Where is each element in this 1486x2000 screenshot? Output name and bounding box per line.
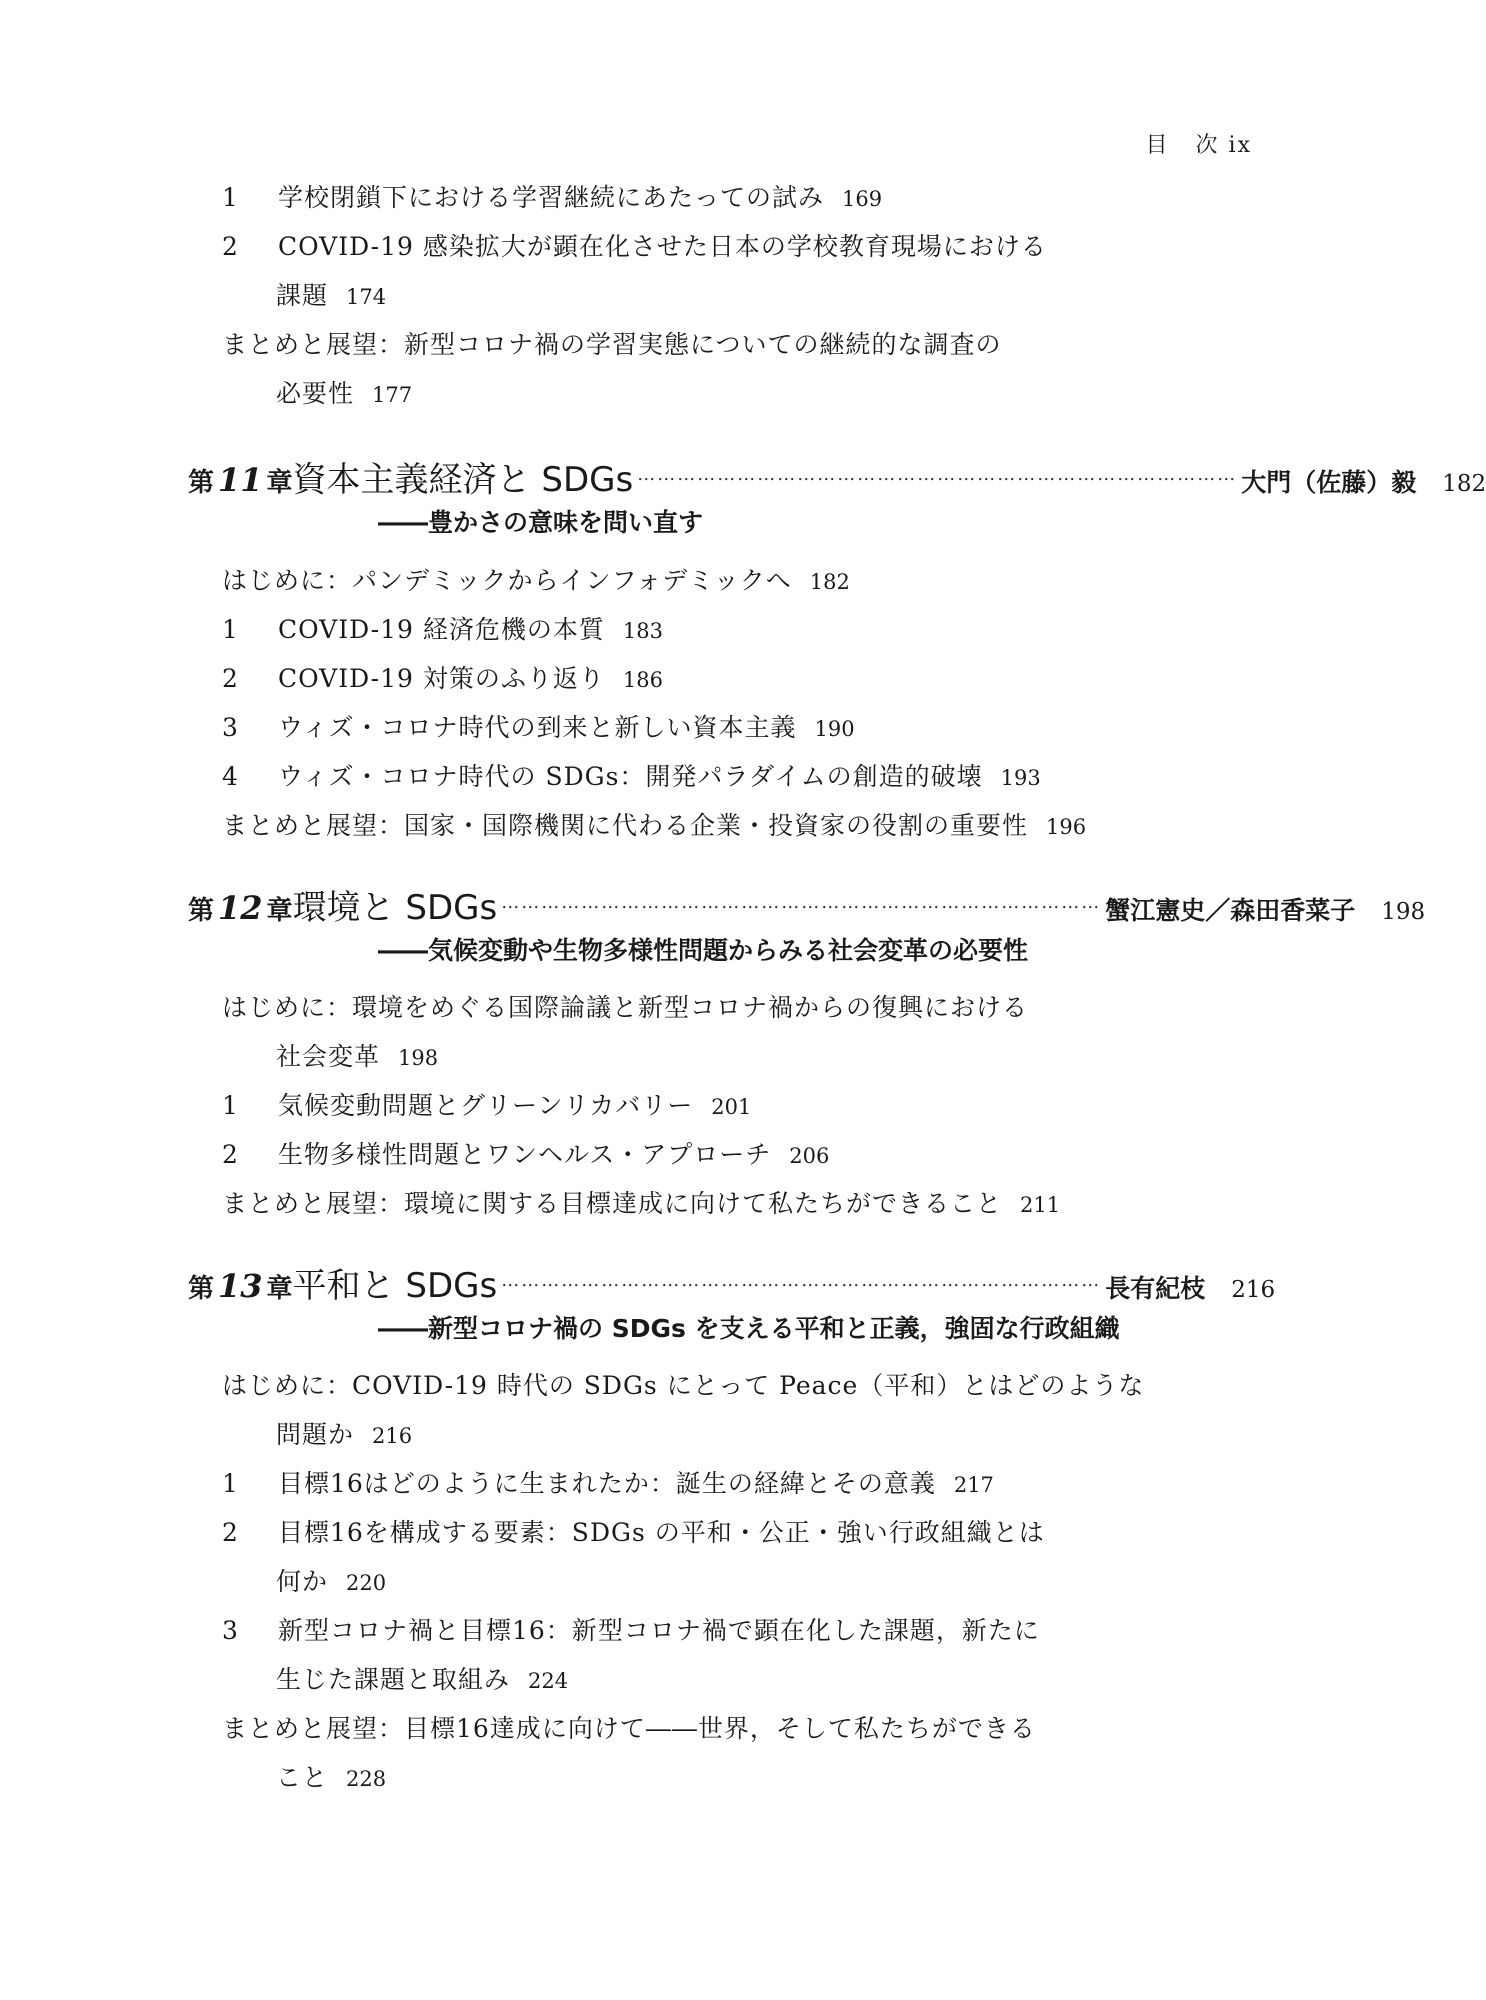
entry-text: 新型コロナ禍と目標16：新型コロナ禍で顕在化した課題，新たに bbox=[278, 1616, 1040, 1645]
entry-page: 211 bbox=[1020, 1193, 1061, 1217]
chapter-subtitle: ――豊かさの意味を問い直す bbox=[378, 508, 704, 537]
running-head-page: ix bbox=[1228, 133, 1252, 158]
toc-entry-continuation[interactable] bbox=[276, 1760, 386, 1797]
toc-entry[interactable] bbox=[222, 1711, 1036, 1747]
chapter-subtitle: ――気候変動や生物多様性問題からみる社会変革の必要性 bbox=[378, 936, 1029, 965]
chapter-title: 資本主義経済と SDGs bbox=[292, 460, 634, 500]
chapter-author: 蟹江憲史／森田香菜子 bbox=[1105, 896, 1356, 925]
entry-text: COVID-19 感染拡大が顕在化させた日本の学校教育現場における bbox=[278, 232, 1047, 261]
toc-entry[interactable] bbox=[222, 1186, 1060, 1223]
toc-entry[interactable] bbox=[222, 327, 1002, 363]
entry-page: 217 bbox=[953, 1473, 994, 1497]
running-head-right: 次 bbox=[1195, 133, 1220, 158]
entry-page: 190 bbox=[814, 717, 855, 741]
chapter-page: 182 bbox=[1442, 471, 1486, 497]
entry-page: 177 bbox=[372, 383, 413, 407]
entry-text: 何か bbox=[276, 1567, 329, 1596]
toc-entry-continuation[interactable] bbox=[276, 1564, 386, 1601]
toc-entry[interactable]: 2 生物多様性問題とワンヘルス・アプローチ 206 bbox=[222, 1140, 830, 1169]
toc-entry[interactable]: 1 目標16はどのように生まれたか：誕生の経緯とその意義 217 bbox=[222, 1469, 994, 1498]
entry-text: ウィズ・コロナ時代の SDGs：開発パラダイムの創造的破壊 bbox=[278, 762, 983, 791]
toc-entry-continuation[interactable] bbox=[276, 278, 386, 315]
chapter-author: 大門（佐藤）毅 bbox=[1241, 468, 1417, 497]
chapter-title: 環境と SDGs bbox=[292, 888, 498, 928]
entry-page: 196 bbox=[1046, 815, 1087, 839]
entry-page: 198 bbox=[398, 1046, 439, 1070]
running-head-left: 目 bbox=[1145, 133, 1170, 158]
entry-text: はじめに：COVID-19 時代の SDGs にとって Peace（平和）とはどのような bbox=[222, 1371, 1145, 1400]
toc-entry[interactable]: 4 ウィズ・コロナ時代の SDGs：開発パラダイムの創造的破壊 193 bbox=[222, 762, 1041, 791]
toc-entry[interactable]: 2 COVID-19 対策のふり返り 186 bbox=[222, 664, 663, 693]
entry-text: こと bbox=[276, 1763, 329, 1792]
entry-text: 社会変革 bbox=[276, 1042, 381, 1071]
toc-entry[interactable]: 3 新型コロナ禍と目標16：新型コロナ禍で顕在化した課題，新たに bbox=[222, 1616, 1040, 1645]
entry-text: はじめに：環境をめぐる国際論議と新型コロナ禍からの復興における bbox=[222, 993, 1029, 1022]
leader-dots: ……………………………………………………………………………… bbox=[637, 463, 1238, 485]
chapter-author: 長有紀枝 bbox=[1105, 1274, 1206, 1303]
toc-entry[interactable]: 1 COVID-19 経済危機の本質 183 bbox=[222, 615, 663, 644]
entry-text: 気候変動問題とグリーンリカバリー bbox=[278, 1091, 694, 1120]
entry-text: COVID-19 経済危機の本質 bbox=[278, 615, 605, 644]
entry-text: 問題か bbox=[276, 1420, 355, 1449]
toc-entry-continuation[interactable] bbox=[276, 376, 412, 413]
chapter-heading[interactable] bbox=[188, 1258, 1276, 1306]
toc-entry[interactable] bbox=[222, 1368, 1144, 1404]
running-head bbox=[1146, 128, 1252, 159]
entry-page: 174 bbox=[346, 285, 387, 309]
toc-entry-continuation[interactable] bbox=[276, 1662, 568, 1699]
chapter-heading[interactable] bbox=[188, 880, 1426, 928]
entry-text: 学校閉鎖下における学習継続にあたっての試み bbox=[278, 183, 825, 212]
entry-text: 生物多様性問題とワンヘルス・アプローチ bbox=[278, 1140, 772, 1169]
toc-entry-continuation[interactable] bbox=[276, 1039, 438, 1076]
chapter-subtitle: ――新型コロナ禍の SDGs を支える平和と正義，強固な行政組織 bbox=[378, 1314, 1120, 1343]
entry-page: 186 bbox=[622, 668, 663, 692]
entry-page: 220 bbox=[346, 1571, 387, 1595]
chapter-label: 第 12 章 bbox=[188, 889, 293, 927]
chapter-label: 第 13 章 bbox=[188, 1267, 293, 1305]
entry-page: 169 bbox=[842, 187, 883, 211]
entry-page: 206 bbox=[789, 1144, 830, 1168]
entry-page: 201 bbox=[711, 1095, 752, 1119]
chapter-title: 平和と SDGs bbox=[292, 1266, 498, 1306]
entry-page: 228 bbox=[346, 1767, 387, 1791]
entry-page: 183 bbox=[622, 619, 663, 643]
toc-entry[interactable] bbox=[222, 563, 850, 600]
chapter-page: 216 bbox=[1231, 1277, 1276, 1303]
toc-entry[interactable]: 3 ウィズ・コロナ時代の到来と新しい資本主義 190 bbox=[222, 713, 855, 742]
toc-entry[interactable]: 2 目標16を構成する要素：SDGs の平和・公正・強い行政組織とは bbox=[222, 1518, 1045, 1547]
chapter-heading[interactable] bbox=[188, 452, 1486, 500]
toc-entry[interactable]: 2 COVID-19 感染拡大が顕在化させた日本の学校教育現場における bbox=[222, 232, 1047, 261]
chapter-page: 198 bbox=[1381, 899, 1426, 925]
entry-page: 182 bbox=[809, 570, 850, 594]
entry-text: はじめに：パンデミックからインフォデミックへ bbox=[222, 566, 792, 595]
entry-text: まとめと展望：環境に関する目標達成に向けて私たちができること bbox=[222, 1189, 1003, 1218]
toc-entry[interactable] bbox=[222, 990, 1028, 1026]
toc-entry[interactable]: 1 学校閉鎖下における学習継続にあたっての試み 169 bbox=[222, 183, 883, 212]
toc-entry[interactable] bbox=[222, 808, 1086, 845]
entry-text: 生じた課題と取組み bbox=[276, 1665, 511, 1694]
entry-page: 193 bbox=[1000, 766, 1041, 790]
entry-text: 目標16を構成する要素：SDGs の平和・公正・強い行政組織とは bbox=[278, 1518, 1045, 1547]
entry-text: COVID-19 対策のふり返り bbox=[278, 664, 605, 693]
entry-text: 必要性 bbox=[276, 379, 355, 408]
leader-dots: ……………………………………………………………………………… bbox=[501, 1269, 1102, 1291]
entry-page: 216 bbox=[372, 1424, 413, 1448]
toc-entry-continuation[interactable] bbox=[276, 1417, 412, 1454]
chapter-label: 第 11 章 bbox=[188, 461, 293, 499]
leader-dots: ……………………………………………………………………………… bbox=[501, 891, 1102, 913]
entry-page: 224 bbox=[528, 1669, 569, 1693]
entry-text: 課題 bbox=[276, 281, 329, 310]
entry-text: ウィズ・コロナ時代の到来と新しい資本主義 bbox=[278, 713, 797, 742]
entry-text: まとめと展望：国家・国際機関に代わる企業・投資家の役割の重要性 bbox=[222, 811, 1029, 840]
entry-text: まとめと展望：新型コロナ禍の学習実態についての継続的な調査の bbox=[222, 330, 1002, 359]
entry-text: 目標16はどのように生まれたか：誕生の経緯とその意義 bbox=[278, 1469, 936, 1498]
toc-entry[interactable]: 1 気候変動問題とグリーンリカバリー 201 bbox=[222, 1091, 752, 1120]
entry-text: まとめと展望：目標16達成に向けて――世界，そして私たちができる bbox=[222, 1714, 1036, 1743]
